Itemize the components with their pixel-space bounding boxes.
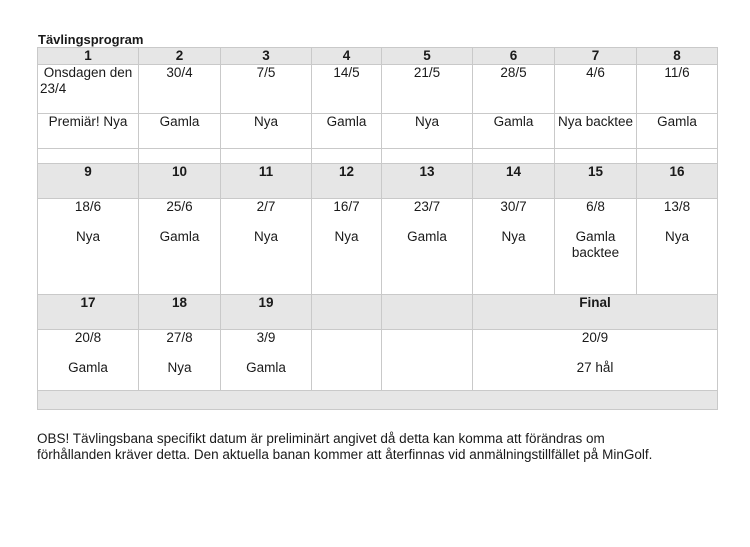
round-date: 16/7 [333, 199, 360, 214]
empty-cell [382, 295, 473, 330]
footer-shade-row [38, 391, 718, 410]
round-number: 9 [38, 164, 139, 199]
round-course: Gamla [68, 360, 108, 375]
round-number-row [38, 295, 718, 330]
round-info-cell [637, 199, 718, 295]
round-number: 1 [38, 48, 139, 65]
round-course: Nya [382, 114, 473, 149]
round-course: Gamla [407, 229, 447, 244]
round-number-row [38, 48, 718, 65]
final-label: Final [473, 295, 718, 330]
round-date: 28/5 [473, 65, 555, 114]
empty-cell [312, 295, 382, 330]
round-number: 15 [555, 164, 637, 199]
empty-cell [382, 330, 473, 391]
round-date: 7/5 [221, 65, 312, 114]
empty-cell [221, 149, 312, 164]
round-course: Gamla [159, 229, 200, 244]
disclaimer-note: OBS! Tävlingsbana specifikt datum är preliminärt angivet då detta kan komma att förändras om förhållanden kräver detta. Den aktuella banan kommer att återfinnas vid anmälningstillfället på MinGolf. [37, 431, 653, 462]
round-date: 27/8 [166, 330, 193, 345]
round-number: 3 [221, 48, 312, 65]
round-info-cell [473, 199, 555, 295]
round-course: Gamla [473, 114, 555, 149]
round-course: Gamla [312, 114, 382, 149]
schedule-table [37, 47, 718, 410]
round-date: 3/9 [256, 330, 276, 345]
round-date: 20/8 [74, 330, 102, 345]
round-course: Nya [75, 229, 100, 244]
empty-cell [139, 149, 221, 164]
round-info-cell [38, 330, 139, 391]
round-number: 5 [382, 48, 473, 65]
round-number: 8 [637, 48, 718, 65]
round-number: 10 [139, 164, 221, 199]
round-date: 11/6 [637, 65, 718, 114]
round-course: Gamla backtee [571, 229, 620, 260]
round-info-cell [382, 199, 473, 295]
empty-cell [473, 149, 555, 164]
round-course: Nya [221, 114, 312, 149]
round-date: 18/6 [74, 199, 102, 214]
round-date: 14/5 [312, 65, 382, 114]
round-date: 4/6 [555, 65, 637, 114]
round-number: 19 [221, 295, 312, 330]
round-info-row [38, 199, 718, 295]
round-number: 7 [555, 48, 637, 65]
round-number: 6 [473, 48, 555, 65]
round-date: 30/7 [500, 199, 527, 214]
empty-cell [637, 149, 718, 164]
empty-cell [382, 149, 473, 164]
round-info-cell [139, 199, 221, 295]
round-number: 11 [221, 164, 312, 199]
round-info-cell [221, 330, 312, 391]
final-course: 27 hål [576, 360, 614, 375]
round-course: Nya backtee [555, 114, 637, 149]
round-number: 4 [312, 48, 382, 65]
round-date: 2/7 [256, 199, 276, 214]
round-date: 21/5 [382, 65, 473, 114]
round-date: Onsdagen den 23/4 [38, 65, 139, 114]
round-course: Premiär! Nya [38, 114, 139, 149]
round-info-cell [38, 199, 139, 295]
round-course: Gamla [246, 360, 286, 375]
round-date: 25/6 [166, 199, 193, 214]
round-info-cell [139, 330, 221, 391]
round-number: 12 [312, 164, 382, 199]
round-info-cell [312, 199, 382, 295]
round-course: Nya [501, 229, 526, 244]
round-course: Nya [167, 360, 192, 375]
round-number: 16 [637, 164, 718, 199]
empty-cell [38, 149, 139, 164]
round-date-row [38, 65, 718, 114]
round-date: 30/4 [139, 65, 221, 114]
round-date: 6/8 [586, 199, 605, 214]
round-number: 14 [473, 164, 555, 199]
page-title: Tävlingsprogram [38, 32, 144, 47]
round-course: Gamla [637, 114, 718, 149]
round-info-row [38, 330, 718, 391]
round-number: 17 [38, 295, 139, 330]
empty-cell [555, 149, 637, 164]
final-info-cell [473, 330, 718, 391]
empty-cell [312, 149, 382, 164]
round-info-cell [555, 199, 637, 295]
round-course: Nya [334, 229, 359, 244]
round-course: Nya [664, 229, 689, 244]
round-number: 13 [382, 164, 473, 199]
empty-cell [312, 330, 382, 391]
round-number: 2 [139, 48, 221, 65]
round-course-row [38, 114, 718, 149]
round-course: Gamla [139, 114, 221, 149]
round-number: 18 [139, 295, 221, 330]
final-date: 20/9 [581, 330, 609, 345]
round-number-row [38, 164, 718, 199]
round-date: 13/8 [663, 199, 691, 214]
round-date: 23/7 [413, 199, 441, 214]
round-info-cell [221, 199, 312, 295]
empty-cell [38, 391, 718, 410]
spacer-row [38, 149, 718, 164]
round-course: Nya [253, 229, 278, 244]
